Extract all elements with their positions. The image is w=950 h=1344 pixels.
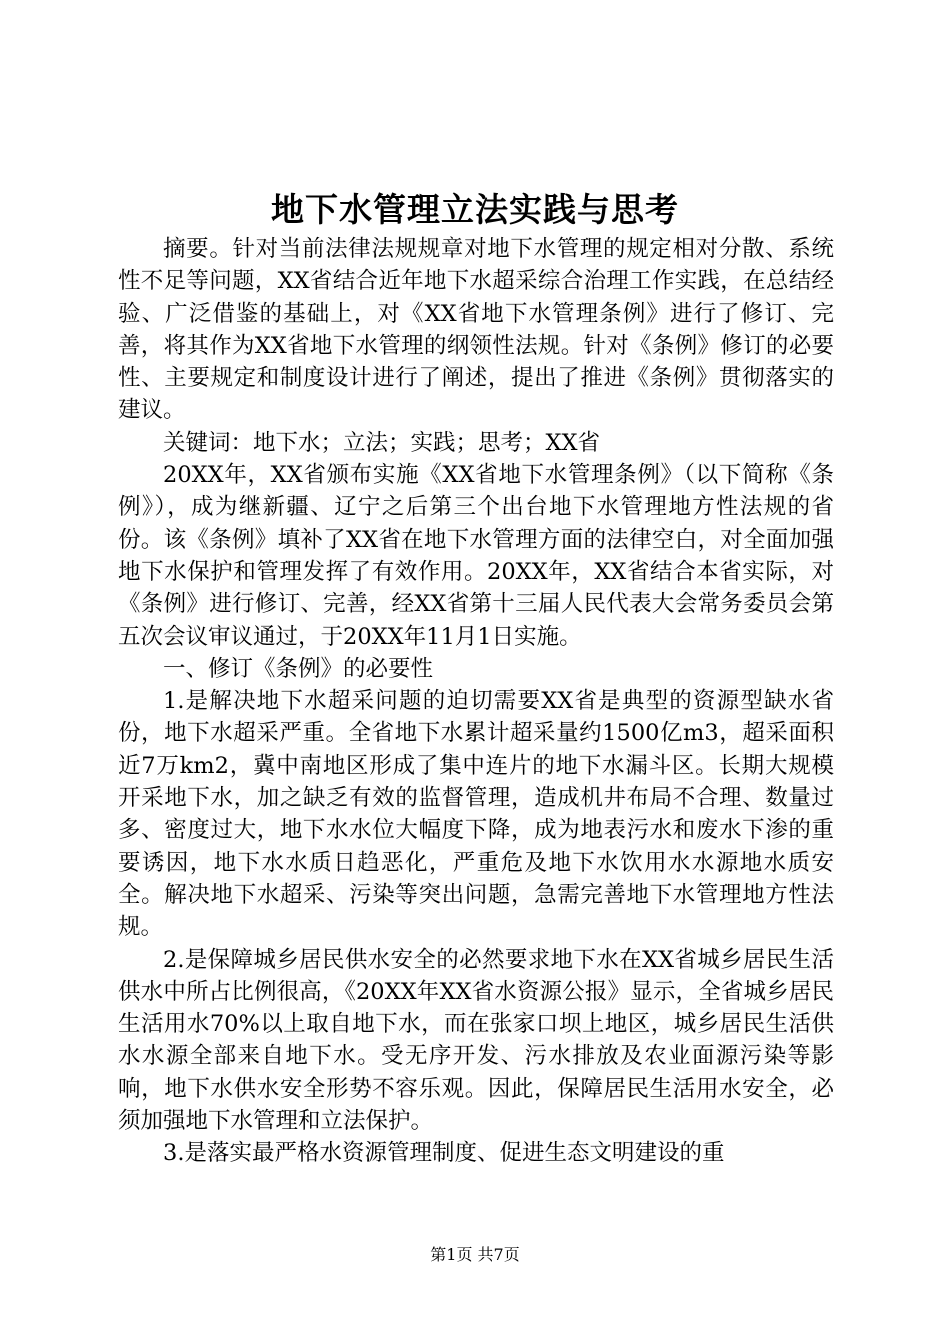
- document-body: [118, 233, 834, 1170]
- intro-paragraph: 20XX年，XX省颁布实施《XX省地下水管理条例》（以下简称《条例》），成为继新疆、辽宁之后第三个出台地下水管理地方性法规的省份。该《条例》填补了XX省在地下水管理方面的法律空白，对全面加强地下水保护和管理发挥了有效作用。20XX年，XX省结合本省实际，对《条例》进行修订、完善，经XX省第十三届人民代表大会常务委员会第五次会议审议通过，于20XX年11月1日实施。: [118, 462, 834, 650]
- abstract-paragraph: 摘要。针对当前法律法规规章对地下水管理的规定相对分散、系统性不足等问题，XX省结合近年地下水超采综合治理工作实践，在总结经验、广泛借鉴的基础上，对《XX省地下水管理条例》进行了修订、完善，将其作为XX省地下水管理的纲领性法规。针对《条例》修订的必要性、主要规定和制度设计进行了阐述，提出了推进《条例》贯彻落实的建议。: [118, 236, 834, 424]
- keywords-paragraph: 关键词：地下水；立法；实践；思考；XX省: [163, 429, 601, 456]
- body-paragraph-2: 2.是保障城乡居民供水安全的必然要求地下水在XX省城乡居民生活供水中所占比例很高，《20XX年XX省水资源公报》显示，全省城乡居民生活用水70%以上取自地下水，而在张家口坝上地区，城乡居民生活供水水源全部来自地下水。受无序开发、污水排放及农业面源污染等影响，地下水供水安全形势不容乐观。因此，保障居民生活用水安全，必须加强地下水管理和立法保护。: [118, 946, 834, 1135]
- body-paragraph-3: 3.是落实最严格水资源管理制度、促进生态文明建设的重: [163, 1140, 725, 1167]
- body-paragraph-1: 1.是解决地下水超采问题的迫切需要XX省是典型的资源型缺水省份，地下水超采严重。全省地下水累计超采量约1500亿m3，超采面积近7万km2，冀中南地区形成了集中连片的地下水漏斗区。长期大规模开采地下水，加之缺乏有效的监督管理，造成机井布局不合理、数量过多、密度过大，地下水水位大幅度下降，成为地表污水和废水下渗的重要诱因，地下水水质日趋恶化，严重危及地下水饮用水水源地水质安全。解决地下水超采、污染等突出问题，急需完善地下水管理地方性法规。: [118, 688, 834, 941]
- page-footer: 第1页 共7页: [430, 1245, 520, 1264]
- document-title: 地下水管理立法实践与思考: [271, 190, 679, 229]
- section-heading: 一、修订《条例》的必要性: [163, 655, 434, 682]
